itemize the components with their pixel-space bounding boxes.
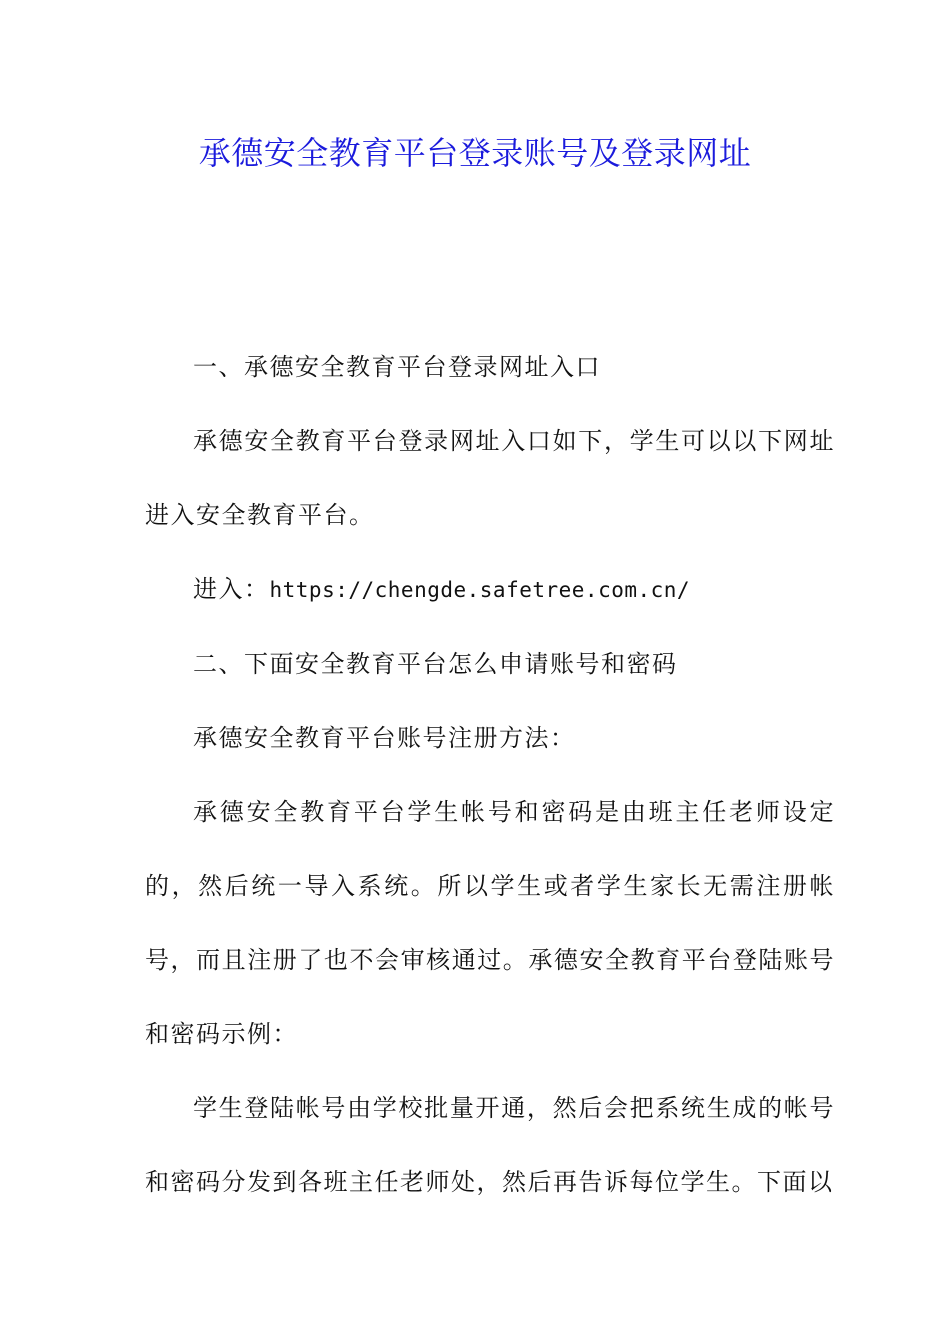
paragraph-login-entry: 承德安全教育平台登录网址入口如下，学生可以以下网址进入安全教育平台。 [145, 427, 835, 529]
login-url-link[interactable]: https://chengde.safetree.com.cn/ [269, 578, 691, 602]
section-2-heading: 二、下面安全教育平台怎么申请账号和密码 [193, 650, 678, 678]
paragraph-account-info: 承德安全教育平台学生帐号和密码是由班主任老师设定的，然后统一导入系统。所以学生或者学生家长无需注册帐号，而且注册了也不会审核通过。承德安全教育平台登陆账号和密码示例： [145, 798, 835, 1048]
document-title: 承德安全教育平台登录账号及登录网址 [198, 134, 752, 172]
enter-label: 进入： [193, 575, 270, 603]
paragraph-batch-accounts: 学生登陆帐号由学校批量开通，然后会把系统生成的帐号和密码分发到各班主任老师处，然后再告诉每位学生。下面以 [145, 1094, 835, 1196]
document-body [145, 330, 835, 1219]
url-line [145, 552, 835, 627]
paragraph-registration-method: 承德安全教育平台账号注册方法： [193, 724, 576, 752]
section-1-heading: 一、承德安全教育平台登录网址入口 [193, 353, 601, 381]
